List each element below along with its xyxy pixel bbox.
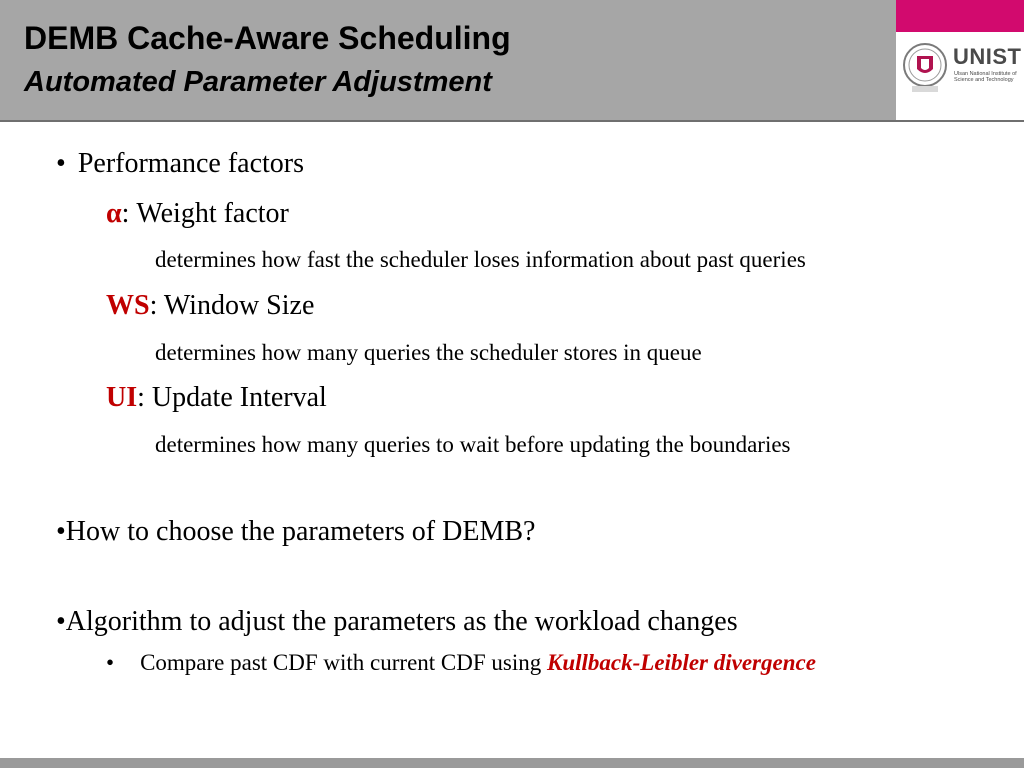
alpha-symbol: α [106,198,122,229]
sub-bullet-kl [106,650,816,676]
ui-symbol: UI [106,382,138,413]
sub-bullet-text: Compare past CDF with current CDF using [140,650,548,675]
alpha-description: determines how fast the scheduler loses information about past queries [155,247,806,272]
sub-bullet-marker: • [106,650,115,675]
university-emblem-icon [902,42,948,94]
kl-divergence-highlight: Kullback-Leibler divergence [547,650,816,675]
ui-description: determines how many queries to wait before updating the boundaries [155,432,791,457]
header-divider [0,120,1024,122]
bullet-algorithm: •Algorithm to adjust the parameters as the workload changes [56,606,738,637]
logo-subtitle: Ulsan National Institute of Science and Technology [954,71,1017,83]
footer-bar [0,758,1024,768]
factor-window-size [106,290,314,322]
ws-label: : Window Size [149,290,315,321]
title-band [0,0,896,120]
accent-strip [896,0,1024,32]
bullet-marker: • [56,148,66,179]
logo-wordmark: UNIST [953,44,1022,69]
bullet-performance-factors [56,148,304,180]
bullet-text: Performance factors [77,148,305,179]
slide-header [0,0,1024,120]
factor-update-interval [106,382,327,414]
unist-logo [896,32,1024,120]
alpha-label: : Weight factor [121,198,289,229]
factor-alpha [106,198,289,230]
ws-description: determines how many queries the scheduler stores in queue [155,340,702,365]
slide-title: DEMB Cache-Aware Scheduling [24,20,511,56]
slide-subtitle: Automated Parameter Adjustment [24,66,492,98]
ws-symbol: WS [106,290,150,321]
ui-label: : Update Interval [137,382,327,413]
bullet-choose-parameters: •How to choose the parameters of DEMB? [56,516,536,547]
